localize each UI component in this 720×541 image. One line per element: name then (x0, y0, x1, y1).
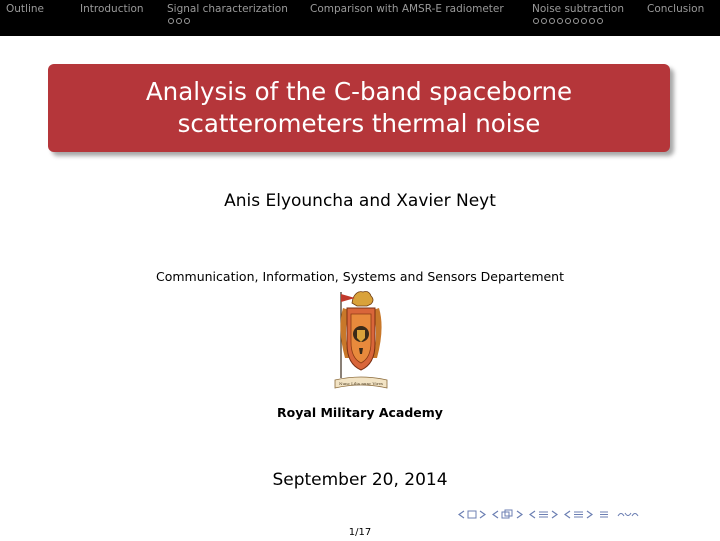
section-left-icon[interactable] (529, 510, 536, 519)
nav-section-introduction[interactable]: Introduction (80, 3, 144, 15)
frame-icon (467, 510, 477, 519)
section-right-icon[interactable] (551, 510, 558, 519)
nav-section-signal-characterization[interactable]: Signal characterization (167, 3, 288, 15)
nav-section-comparison-amsr-e[interactable]: Comparison with AMSR-E radiometer (310, 3, 504, 15)
page-number: 1/17 (348, 527, 372, 538)
nav-dot[interactable] (541, 18, 547, 24)
align-icon[interactable] (599, 510, 609, 519)
presentation-right-icon[interactable] (586, 510, 593, 519)
subsection-nav (492, 509, 523, 520)
nav-subsection-dots-signal (168, 18, 190, 24)
nav-section-outline[interactable]: Outline (6, 3, 44, 15)
nav-dot[interactable] (549, 18, 555, 24)
title-box (48, 64, 670, 152)
nav-dot[interactable] (565, 18, 571, 24)
department: Communication, Information, Systems and Sensors Departement (155, 269, 565, 284)
top-navigation-bar (0, 0, 720, 36)
nav-section-conclusion[interactable]: Conclusion (647, 3, 705, 15)
subsection-left-icon[interactable] (492, 510, 499, 519)
section-icon (538, 509, 549, 520)
nav-dot[interactable] (573, 18, 579, 24)
presentation-icon (573, 509, 584, 520)
nav-dot[interactable] (581, 18, 587, 24)
nav-section-noise-subtraction[interactable]: Noise subtraction (532, 3, 625, 15)
navigation-symbols (458, 509, 639, 520)
nav-subsection-dots-noise (533, 18, 603, 24)
nav-dot[interactable] (168, 18, 174, 24)
presentation-left-icon[interactable] (564, 510, 571, 519)
authors: Anis Elyouncha and Xavier Neyt (224, 191, 496, 211)
royal-military-academy-crest-icon (333, 288, 389, 396)
nav-dot[interactable] (589, 18, 595, 24)
subsection-icon (501, 509, 514, 520)
section-nav (529, 509, 558, 520)
frame-left-icon[interactable] (458, 510, 465, 519)
nav-dot[interactable] (557, 18, 563, 24)
institution: Royal Military Academy (277, 405, 443, 420)
subsection-right-icon[interactable] (516, 510, 523, 519)
crest-motto: Nunc Lilia nunc Vires (339, 381, 383, 386)
presentation-nav (564, 509, 593, 520)
frame-nav (458, 510, 486, 519)
presentation-date: September 20, 2014 (272, 470, 448, 490)
nav-dot[interactable] (597, 18, 603, 24)
slide-title: Analysis of the C-band spaceborne scatterometers thermal noise (145, 77, 573, 138)
nav-dot[interactable] (184, 18, 190, 24)
nav-dot[interactable] (533, 18, 539, 24)
search-icon[interactable] (615, 509, 639, 520)
frame-right-icon[interactable] (479, 510, 486, 519)
nav-dot[interactable] (176, 18, 182, 24)
